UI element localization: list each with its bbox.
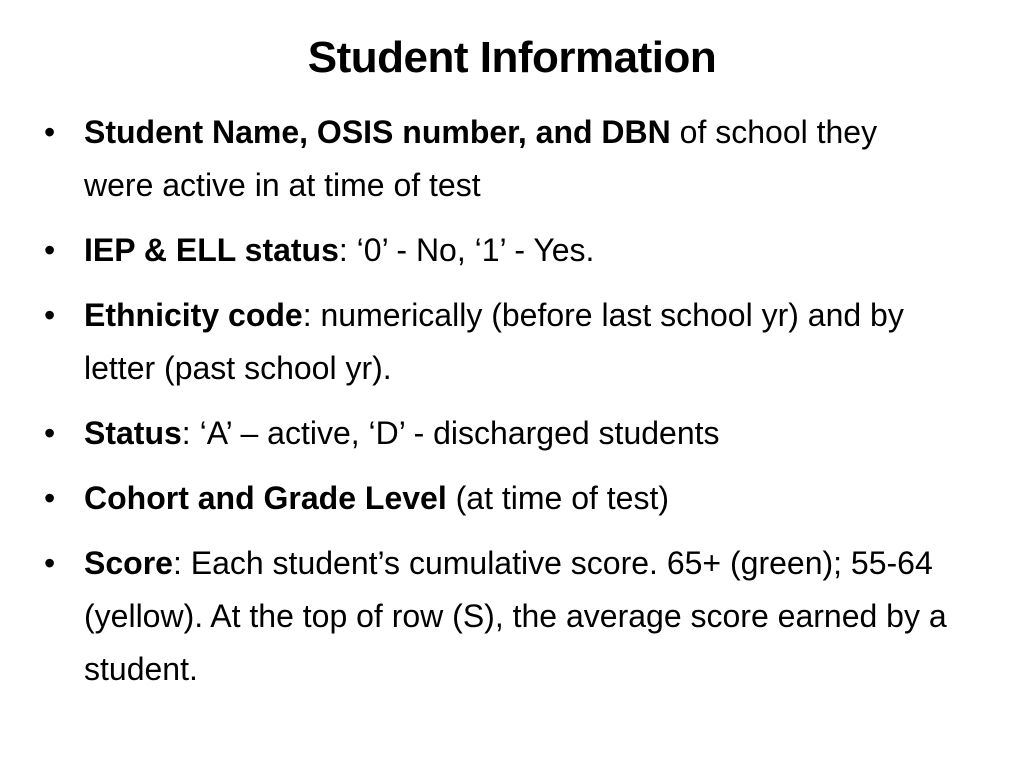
bullet-item [0, 537, 1024, 696]
bullet-text [84, 480, 669, 516]
bullet-detail: : numerically (before last school yr) and by letter (past school yr). [84, 297, 904, 386]
bullet-detail: : ‘A’ – active, ‘D’ - discharged students [181, 415, 720, 451]
slide-title: Student Information [307, 33, 717, 82]
bullet-text [84, 415, 720, 451]
bullet-bold-label: Ethnicity code [84, 297, 303, 333]
bullet-bold-label: IEP & ELL status [84, 232, 339, 268]
bullet-dot-icon: • [44, 232, 56, 268]
bullet-item [0, 472, 1024, 525]
bullet-dot-icon: • [44, 545, 56, 581]
bullet-text [84, 297, 904, 386]
bullet-text [84, 114, 877, 203]
bullet-dot-icon: • [44, 297, 56, 333]
bullet-item [0, 407, 1024, 460]
bullet-detail: (at time of test) [446, 480, 670, 516]
bullet-bold-label: Student Name, OSIS number, and DBN [84, 114, 671, 150]
bullet-bold-label: Status [84, 415, 182, 451]
bullet-detail: : Each student’s cumulative score. 65+ (green); 55-64 (yellow). At the top of row (S), the average score earned by a student. [84, 545, 947, 687]
bullet-dot-icon: • [44, 114, 56, 150]
bullet-bold-label: Score [84, 545, 173, 581]
bullet-text [84, 545, 947, 687]
bullet-item [0, 106, 1024, 212]
bullet-item [0, 224, 1024, 277]
bullet-text [84, 232, 594, 268]
bullet-detail: : ‘0’ - No, ‘1’ - Yes. [338, 232, 595, 268]
bullet-dot-icon: • [44, 415, 56, 451]
bullet-list [0, 106, 1024, 708]
bullet-bold-label: Cohort and Grade Level [84, 480, 447, 516]
bullet-dot-icon: • [44, 480, 56, 516]
bullet-item [0, 289, 1024, 395]
bullet-detail: of school they were active in at time of test [84, 114, 878, 203]
